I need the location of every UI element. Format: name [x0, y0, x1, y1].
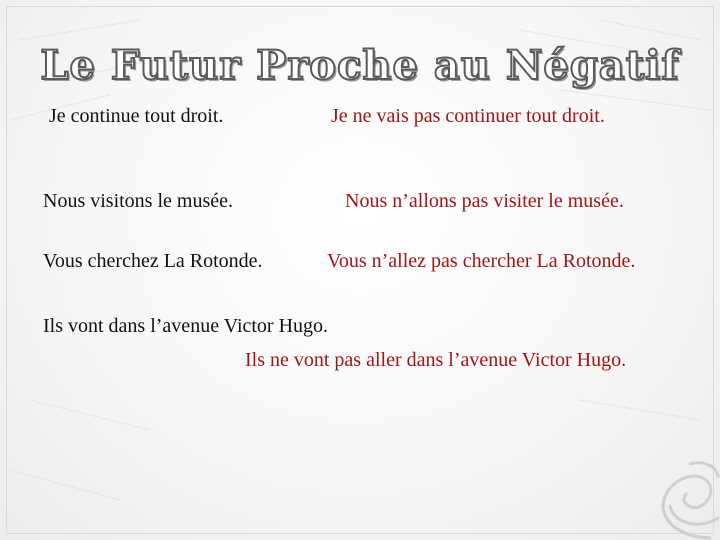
affirmative-sentence-1: Je continue tout droit. [49, 105, 224, 127]
affirmative-sentence-4: Ils vont dans l’avenue Victor Hugo. [43, 315, 329, 337]
negative-sentence-2: Nous n’allons pas visiter le musée. [345, 190, 624, 212]
negative-sentence-4: Ils ne vont pas aller dans l’avenue Victor Hugo. [245, 349, 627, 371]
slide-title: Le Futur Proche au Négatif [40, 42, 680, 89]
negative-sentence-3: Vous n’allez pas chercher La Rotonde. [327, 250, 636, 272]
negative-sentence-1: Je ne vais pas continuer tout droit. [331, 105, 605, 127]
affirmative-sentence-2: Nous visitons le musée. [43, 190, 233, 212]
swirl-decoration-icon [640, 458, 720, 540]
affirmative-sentence-3: Vous cherchez La Rotonde. [43, 250, 263, 272]
